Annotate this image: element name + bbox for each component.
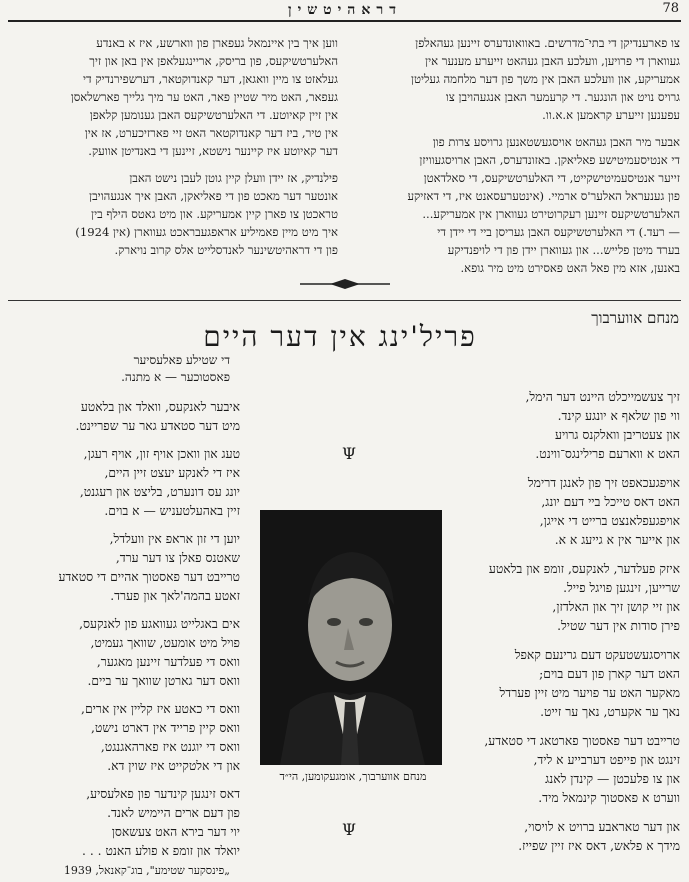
prose-line: די אנטיסעמיטישע פאליאקן. באזונדערס, האבן ארויסגעוויזן [419,153,680,167]
prose-column-left [8,34,338,259]
poem-column-right [460,388,680,866]
prose-line: אין טיר, ביז דער קאנדוקטאר האט זיי פארזיכערט, אז אין [84,126,338,140]
prose-line: אין זיין קאיוטע. די האלערטשיקעס האבן גענומען קלאפן [89,108,338,122]
poem-line: פון דעם ארים היימיש לאנד. [107,806,240,820]
poem-line: אויפגעפלאנצט ברייט די אייגן, [539,514,680,528]
poem-stanza [460,388,680,464]
dedication-line: פאסטוכער — א מתנה. [121,370,230,384]
poem-line: איבער לאנקעס, וואלד און בלאטע [80,400,240,414]
prose-line: עפענען זייערע קראמען א.א.וו. [542,108,680,122]
poem-line: וואס די יוגנט איז פארהאגנגט, [100,740,240,754]
poem-stanza [10,445,240,521]
prose-line: פון די דראהיטשינער לאנדסלייט אלס קרוב נויארק. [114,243,338,257]
poem-line: איז די לאנקע יעצט זיין היים, [104,466,240,480]
prose-line: פון גענעראל האלער'ס ארמיי. (אינטערעסאנט איז, די דאזיקע [407,189,680,203]
top-section-rule [8,300,681,301]
poem-line: שאטנס פאלן צו דער ערד, [115,551,240,565]
poem-line: ארויסגעשטעקט דעם גרינעם קאפל [514,648,680,662]
poem-line: זיך צעשמייכלט היינט דער הימל, [525,390,680,404]
header-rule [8,20,681,22]
poem-column-left [10,398,240,870]
poem-line: איזק פעלדער, לאנקעס, זומפ און בלאטע [488,562,680,576]
poem-line: און צו פלעכטן — קינדן לאנג [545,772,680,786]
page-number: 78 [662,1,679,16]
prose-column-right [352,34,680,277]
poem-line: האט דער קארן פון דעם בוים; [539,667,680,681]
prose-line: געלאזט צו מיין וואגאן, דער קאנדוקטאר, דערשפירנדיק די [83,72,338,86]
poem-stanza [460,560,680,636]
photo-caption: מנחם אווערבוך, אומגעקומען, הי״ד [279,770,427,783]
poem-line: יוען די זון אראפ אין וועלדל, [109,532,240,546]
prose-line: צו פארענדיקן די בתי־מדרשים. באוואונדערס זיינען געהאלפן [415,36,680,50]
prose-line [352,124,680,133]
poem-line: פויל מיט אומעט, שוואך געמיט, [90,636,240,650]
poem-line: טרייבט דער פאסטוך אהיים די סטאדע [58,570,240,584]
portrait-illustration [260,510,442,765]
prose-line: דער קאיוטע איז קיינער נישטא, זיינען די באנדיטן אוועק. [88,144,338,158]
prose-line: באנען, אזא מין פאל האט פאסירט מיט מיר גופא. [460,261,680,275]
poem-line: מידך א פלאש, דאס איז זיין שפייז. [518,839,680,853]
poem-dedication [10,352,230,386]
dedication-line: די שטילע פאלעסיער [133,353,230,367]
poem-line: אויפגעכאפט זיך פון לאנגן דרימל [527,476,680,490]
poem-line: נאך ער אקערט, נאך ער זייט. [540,705,680,719]
poem-line: און אייער אין א גייעג א א. [554,533,680,547]
prose-line: זייער אנטיסעמיטישקייט, די האלערטשיקעס, די סאלדאטן [423,171,680,185]
poem-line: וואס דער גארטן שוואך ער ביים. [87,674,240,688]
poem-title: פריל'ינג אין דער היים [203,320,477,353]
prose-line [8,160,338,169]
prose-line: טראכטן צו פארן קיין אמעריקע. און מיט גאטס הילף בין [91,207,338,221]
poem-source-colophon: „פינסקער שטימע", בוג־קאנאל, 1939 [63,864,230,877]
poem-line: מאקער האט ער פויער מיט זיין פערדל [499,686,680,700]
poem-line: און צעטריבן וואלקנס גרויע [555,428,680,442]
prose-line: האלערטשיקעס זיינען רעקרוטירט געווארן אין אמעריקע... [422,207,680,221]
poem-line: טרייבט דער פאסטוך פארטאג די סטאדע, [484,734,680,748]
section-separator-ornament [300,278,390,290]
poem-line: ווי פון שלאף א יונגע קינד. [557,409,680,423]
poem-line: שרייען, זינגען פויגל פייל. [563,581,680,595]
prose-line: ווען איך בין איינמאל געפארן פון ווארשע, איז א באנדע [96,36,338,50]
menorah-ornament-icon: Ψ [342,444,357,463]
poem-line: פירן סודות אין דער שטיל. [557,619,680,633]
prose-line: אבער מיר האבן געהאט אויסגעשטאנען גרויסע צרות פון [432,135,680,149]
poem-stanza [460,474,680,550]
author-portrait-photo [260,510,442,765]
poem-line: זאטע בהמה'לאך און פערד. [110,589,240,603]
menorah-ornament-icon: Ψ [342,820,357,839]
poem-line: און דער טאראבע ברויט א לויסוי, [524,820,680,834]
poem-line: דאס זינגען קינדער פון פאלעסיע, [86,787,240,801]
poem-author: מנחם אווערבוך [591,309,679,327]
poem-line: האט דאס טייכל ביי דעם יונג, [541,495,680,509]
poem-stanza [10,785,240,861]
poem-line: און זיי קושן זיך און האלדזן, [552,600,680,614]
prose-line: האלערטשיקעס, פון בריסק, אריינגעלאפן אין באן און זיך [89,54,338,68]
poem-line: וואס די כאטע איז קליין אין ארים, [81,702,240,716]
prose-line: געפאר, האט מיר שטיין פאר, האט ער מיך גלייך פארשלאסן [70,90,338,104]
poem-line: וואס קיין פרייד אין דארט נישט, [91,721,240,735]
prose-line: פילנדיק, אז יידן וועלן קיין גוטן לעבן נישט האבן [129,171,338,185]
poem-line: מיט דער סטאדע גאר ער שפריינט. [75,419,240,433]
poem-stanza [10,398,240,436]
prose-line: אמעריקע, און וועלכע האבן אין משך פון דער מלחמה געליטן [411,72,680,86]
running-title: דראהיטשין [288,2,402,18]
prose-line: גרויס נויט און הונגער. די קרעמער האבן אנגעהויבן צו [445,90,680,104]
poem-stanza [460,646,680,722]
prose-line: — רעד.) די האלערטשיקעס האבן געריסן ביי די יידן די [437,225,680,239]
poem-line: און די אלטקייט איז שוין דא. [107,759,240,773]
poem-line: זיין באהעלטעניש — א בוים. [104,504,240,518]
poem-stanza [460,732,680,808]
poem-line: וואס די פעלדער זיינען מאגער, [96,655,240,669]
prose-line: בערד מיטן פלייש... און געווארן יידן פון די לויפנדיקע [447,243,680,257]
poem-stanza [10,700,240,776]
poem-line: יונג עס דונערט, בליצט און רעגנט, [79,485,240,499]
poem-line: יוי דער בירא האט צעשאסן [111,825,240,839]
poem-line: ווערט א פאסטוך קינמאל מיד. [538,791,680,805]
prose-line: געווארן די פרויען, וועלכע האבן געהאט זייערע מענער אין [425,54,680,68]
poem-stanza [460,818,680,856]
poem-line: זינגט און פייפט דערבייע א ליד, [533,753,680,767]
poem-line: יואלד און זומפ א פולע האנט . . . [82,844,240,858]
poem-stanza [10,530,240,606]
poem-line: אים באגלייט געוואגע פון לאנקעס, [79,617,240,631]
poem-line: האט א ווארעם פרילינגס־ווינט. [535,447,680,461]
prose-line: איך מיט מיין פאמיליע אראפגעבראכט געווארן (אין 1924) [75,225,338,239]
poem-stanza [10,615,240,691]
poem-line: טעג און וואכן אויף זון, אויף רעגן, [83,447,240,461]
prose-line: אונטער דער מאכט פון די פאליאקן, האבן איך אנגעהויבן [89,189,338,203]
